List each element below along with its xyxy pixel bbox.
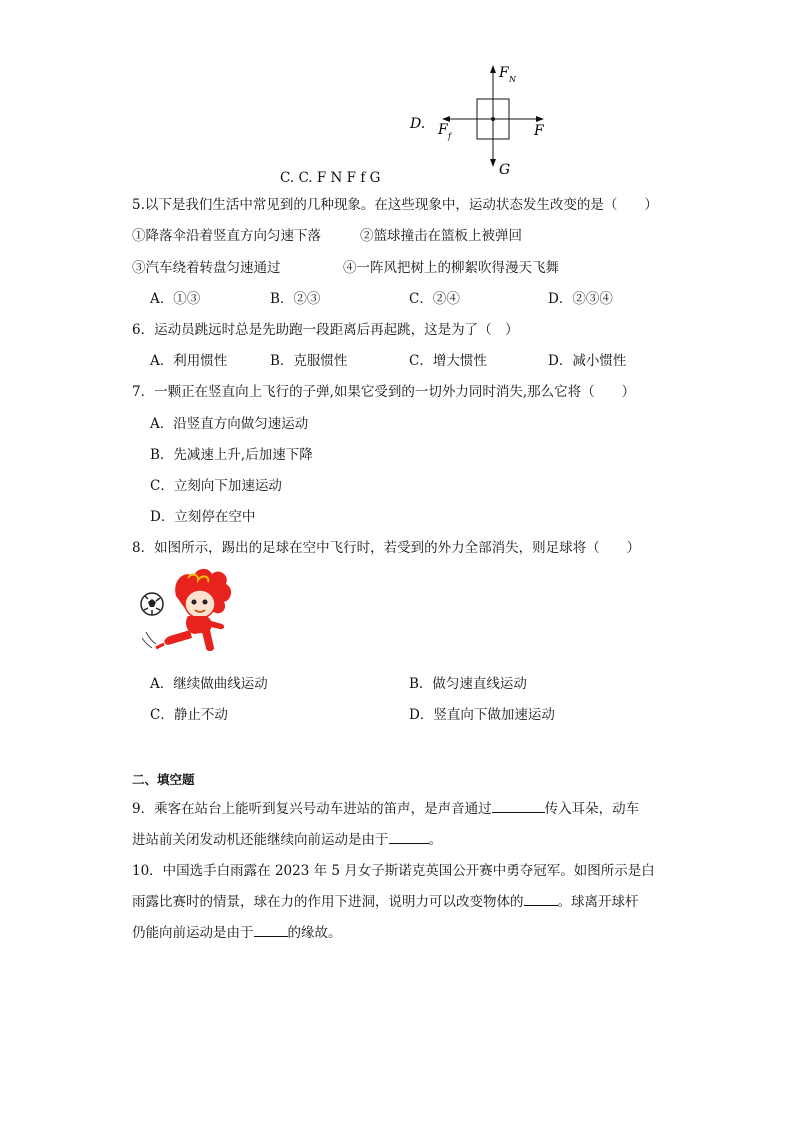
q9-text-1a: 9．乘客在站台上能听到复兴号动车进站的笛声，是声音通过 bbox=[132, 801, 492, 817]
q5-item-4: ④一阵风把树上的柳絮吹得漫天飞舞 bbox=[343, 260, 559, 276]
q9-blank-2[interactable] bbox=[389, 831, 429, 844]
q9-text-1b: 传入耳朵，动车 bbox=[544, 801, 640, 817]
fn-sub-d: N bbox=[509, 75, 516, 84]
q6-option-b[interactable]: B．克服惯性 bbox=[270, 353, 348, 369]
q10-line-1: 10．中国选手白雨露在 2023 年 5 月女子斯诺克英国公开赛中勇夺冠军。如图所示是白 bbox=[132, 863, 655, 879]
q5-item-1: ①降落伞沿着竖直方向匀速下落 bbox=[132, 228, 321, 244]
normal-force-arrow-c bbox=[317, 170, 381, 186]
mascot-football-illustration bbox=[136, 566, 236, 660]
q9-blank-1[interactable] bbox=[492, 800, 545, 813]
q7-option-a[interactable]: A．沿竖直方向做匀速运动 bbox=[150, 416, 309, 432]
q5-item-3: ③汽车绕着转盘匀速通过 bbox=[132, 260, 281, 276]
q7-option-d[interactable]: D．立刻停在空中 bbox=[150, 509, 256, 525]
fn-label-d: F bbox=[499, 65, 509, 81]
gravity-arrow-c bbox=[317, 170, 381, 186]
f-label-d: F bbox=[534, 123, 544, 139]
q8-option-b[interactable]: B．做匀速直线运动 bbox=[409, 676, 527, 692]
diagram-c-label: C. bbox=[298, 170, 313, 186]
diagram-d-label: D. bbox=[410, 116, 426, 132]
fn-sub-c: N bbox=[330, 170, 343, 186]
q6-option-d[interactable]: D．减小惯性 bbox=[548, 353, 627, 369]
q9-text-2b: 。 bbox=[428, 832, 442, 848]
q5-option-a[interactable]: A．①③ bbox=[150, 291, 201, 307]
force-diagram-c bbox=[150, 62, 280, 182]
fn-label-c: F bbox=[316, 170, 327, 186]
q10-text-2a: 雨露比赛时的情景，球在力的作用下进洞，说明力可以改变物体的 bbox=[132, 894, 524, 910]
q10-text-3b: 的缘故。 bbox=[287, 925, 342, 941]
q8-stem: 8．如图所示，踢出的足球在空中飞行时，若受到的外力全部消失，则足球将（ ） bbox=[132, 540, 641, 556]
q10-blank-2[interactable] bbox=[254, 924, 288, 937]
arrowhead-icon bbox=[490, 65, 496, 73]
q5-item-2: ②篮球撞击在篮板上被弹回 bbox=[360, 228, 522, 244]
center-dot-c bbox=[317, 170, 381, 186]
g-label-d: G bbox=[499, 162, 511, 178]
kicking-mascot-icon bbox=[136, 566, 236, 656]
ff-label-d: F bbox=[438, 122, 448, 138]
block-c bbox=[317, 170, 381, 186]
arrowhead-icon bbox=[490, 159, 496, 167]
q5-option-c[interactable]: C．②④ bbox=[409, 291, 460, 307]
arrowhead-icon bbox=[317, 170, 381, 186]
q6-option-a[interactable]: A．利用惯性 bbox=[150, 353, 228, 369]
q8-option-c[interactable]: C．静止不动 bbox=[150, 707, 228, 723]
q10-blank-1[interactable] bbox=[524, 893, 558, 906]
q8-option-d[interactable]: D．竖直向下做加速运动 bbox=[409, 707, 555, 723]
diagram-c-letter: C. bbox=[280, 170, 295, 186]
friction-arrow-c bbox=[317, 170, 381, 186]
diagram-c bbox=[150, 62, 380, 186]
g-label-c: G bbox=[369, 170, 381, 186]
q8-option-a[interactable]: A．继续做曲线运动 bbox=[150, 676, 268, 692]
q5-stem: 5.以下是我们生活中常见到的几种现象。在这些现象中，运动状态发生改变的是（ ） bbox=[132, 197, 658, 213]
diagram-d bbox=[406, 62, 576, 186]
arrowhead-icon bbox=[317, 170, 381, 186]
q6-stem: 6．运动员跳远时总是先助跑一段距离后再起跳，这是为了（ ） bbox=[132, 322, 519, 338]
arrowhead-icon bbox=[317, 170, 381, 186]
ff-sub-d: f bbox=[448, 132, 451, 141]
q7-stem: 7．一颗正在竖直向上飞行的子弹,如果它受到的一切外力同时消失,那么它将（ ） bbox=[132, 384, 636, 400]
q9-line-2 bbox=[132, 828, 442, 848]
q5-option-b[interactable]: B．②③ bbox=[270, 291, 321, 307]
q9-text-2a: 进站前关闭发动机还能继续向前运动是由于 bbox=[132, 832, 389, 848]
q6-option-c[interactable]: C．增大惯性 bbox=[409, 353, 487, 369]
q9-line-1 bbox=[132, 797, 639, 817]
ff-label-c: F bbox=[346, 170, 357, 186]
q10-text-3a: 仍能向前运动是由于 bbox=[132, 925, 254, 941]
q10-text-2b: 。球离开球杆 bbox=[557, 894, 639, 910]
force-diagram-d bbox=[406, 62, 576, 182]
q10-line-3 bbox=[132, 921, 342, 941]
q7-option-b[interactable]: B．先减速上升,后加速下降 bbox=[150, 447, 313, 463]
q5-option-d[interactable]: D．②③④ bbox=[548, 291, 613, 307]
q7-option-c[interactable]: C．立刻向下加速运动 bbox=[150, 478, 282, 494]
arrowhead-icon bbox=[536, 116, 544, 122]
section-title-fill-in: 二、填空题 bbox=[132, 772, 195, 787]
ff-sub-c: f bbox=[360, 170, 366, 186]
q10-line-2 bbox=[132, 890, 639, 910]
